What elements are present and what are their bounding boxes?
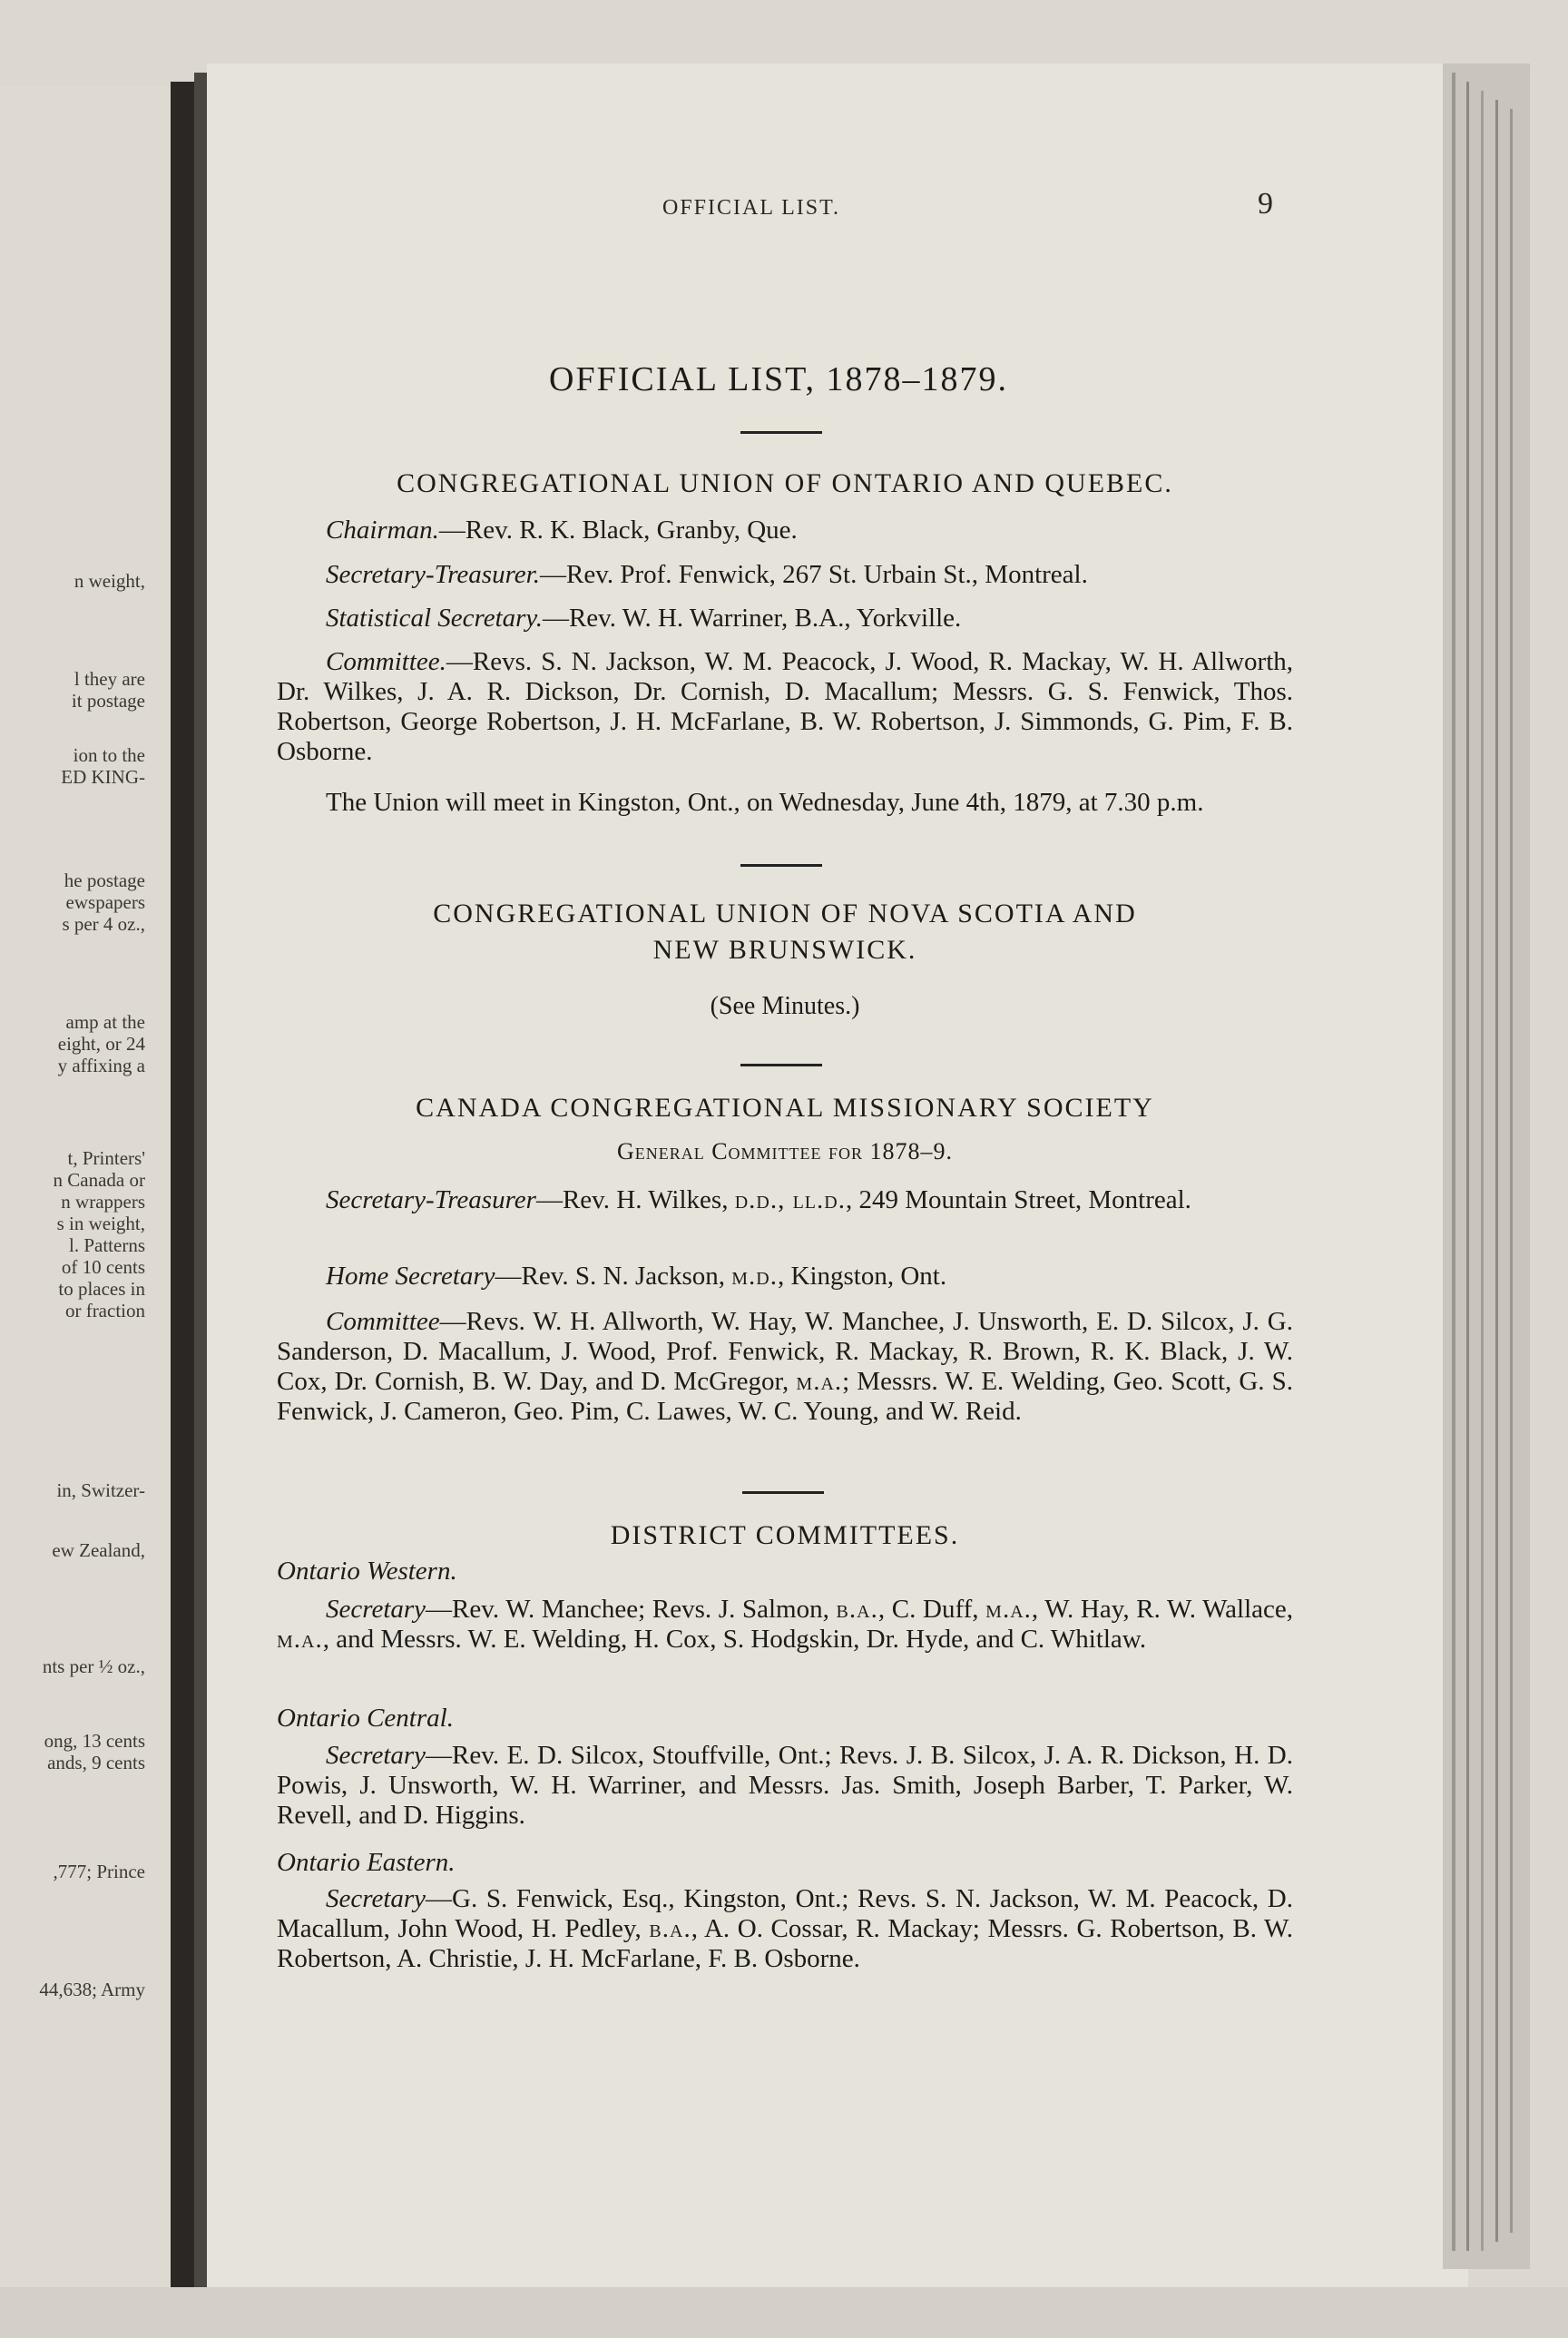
degree: b.a. <box>649 1914 691 1943</box>
text: , A. O. Cossar, R. Mackay; Messrs. G. Robertson, B. W. Robertson, A. Christie, J. H. McFarlane, F. B. Osborne. <box>277 1914 1293 1973</box>
missionary-committee <box>277 1307 1293 1427</box>
ontario-western-label: Ontario Western. <box>277 1557 457 1586</box>
left-line: to places in <box>58 1278 145 1300</box>
ontario-eastern-label: Ontario Eastern. <box>277 1848 456 1877</box>
running-head: OFFICIAL LIST. <box>662 196 840 220</box>
section-heading-nova-scotia-2: NEW BRUNSWICK. <box>652 935 917 965</box>
missionary-sec-treasurer <box>277 1185 1293 1215</box>
section-heading-nova-scotia-1: CONGREGATIONAL UNION OF NOVA SCOTIA AND <box>433 899 1137 928</box>
text: , 249 Mountain Street, Montreal. <box>845 1185 1191 1214</box>
section-rule <box>740 431 822 434</box>
chairman-label: Chairman. <box>326 516 439 545</box>
label: Committee <box>326 1307 440 1336</box>
left-line: nts per ½ oz., <box>42 1655 145 1677</box>
section-heading-district: DISTRICT COMMITTEES. <box>610 1520 960 1550</box>
text: —Revs. W. H. Allworth, W. Hay, W. Manchee, J. Unsworth, E. D. Silcox, J. G. Sanderson, D. Macallum, J. Wood, Prof. Fenwick, R. Mackay, R. Brown, R. K. Black, J. W. Cox, Dr. Cornish, B. W. Day, and D. McGregor, <box>277 1307 1293 1396</box>
left-line: ion to the <box>73 744 145 766</box>
label: Secretary <box>326 1595 426 1624</box>
degree: m.d. <box>731 1262 778 1291</box>
ontario-eastern-entry <box>277 1884 1293 1974</box>
left-line: t, Printers' <box>67 1147 145 1169</box>
left-line: ewspapers <box>65 891 145 913</box>
stat-secretary-label: Statistical Secretary. <box>326 604 543 633</box>
section-rule <box>740 1064 822 1066</box>
left-line: n weight, <box>74 570 145 592</box>
left-line: in, Switzer- <box>56 1479 145 1501</box>
section-rule <box>742 1491 824 1494</box>
sec-treasurer-text: —Rev. Prof. Fenwick, 267 St. Urbain St., Montreal. <box>540 560 1088 589</box>
label: Secretary-Treasurer <box>326 1185 536 1214</box>
text: —Rev. E. D. Silcox, Stouffville, Ont.; Revs. J. B. Silcox, J. A. R. Dickson, H. D. Powis, J. Unsworth, W. H. Warriner, and Messrs. Jas. Smith, Joseph Barber, T. Parker, W. Revell, and D. Higgins. <box>277 1741 1293 1830</box>
text: —G. S. Fenwick, Esq., Kingston, Ont.; Revs. S. N. Jackson, W. M. Peacock, D. Macallum, John Wood, H. Pedley, <box>277 1884 1293 1943</box>
left-line: it postage <box>71 690 145 712</box>
text: , W. Hay, R. W. Wallace, <box>1031 1595 1294 1624</box>
text: —Rev. W. Manchee; Revs. J. Salmon, <box>426 1595 837 1624</box>
left-line: n wrappers <box>61 1191 145 1213</box>
page-number: 9 <box>1258 187 1273 221</box>
label: Secretary <box>326 1884 426 1913</box>
committee-text: —Revs. S. N. Jackson, W. M. Peacock, J. Wood, R. Mackay, W. H. Allworth, Dr. Wilkes, J. A. R. Dickson, Dr. Cornish, D. Macallum; Messrs. G. S. Fenwick, Thos. Robertson, George Robertson, J. H. McFarlane, B. W. Robertson, J. Simmonds, G. Pim, F. B. Osborne. <box>277 647 1293 766</box>
page-title: OFFICIAL LIST, 1878–1879. <box>549 360 1008 398</box>
ontario-central-label: Ontario Central. <box>277 1704 454 1733</box>
left-line: s per 4 oz., <box>62 913 145 935</box>
sec-treasurer-label: Secretary-Treasurer. <box>326 560 540 589</box>
left-line: 44,638; Army <box>39 1979 145 2000</box>
left-line: l they are <box>74 668 145 690</box>
committee-label: Committee. <box>326 647 446 676</box>
section-heading-missionary: CANADA CONGREGATIONAL MISSIONARY SOCIETY <box>416 1093 1154 1123</box>
stat-secretary-entry <box>277 604 1293 634</box>
text: ; Messrs. W. E. Welding, Geo. Scott, G. S. Fenwick, J. Cameron, Geo. Pim, C. Lawes, W. C. Young, and W. Reid. <box>277 1367 1294 1426</box>
left-line: ong, 13 cents <box>44 1730 145 1752</box>
left-line: or fraction <box>64 1300 145 1321</box>
text: —Rev. H. Wilkes, <box>535 1185 735 1214</box>
degree: d.d., ll.d. <box>734 1185 846 1214</box>
left-line: eight, or 24 <box>57 1033 145 1055</box>
left-line: n Canada or <box>53 1169 145 1191</box>
left-line: he postage <box>64 869 145 891</box>
sec-treasurer-entry <box>277 560 1293 590</box>
left-line: s in weight, <box>56 1213 145 1234</box>
degree: m.a. <box>277 1625 323 1654</box>
left-line: l. Patterns <box>69 1234 145 1256</box>
see-minutes-note: (See Minutes.) <box>710 992 860 1020</box>
degree: b.a. <box>836 1595 878 1624</box>
text: , Kingston, Ont. <box>778 1262 947 1291</box>
left-line: ED KING- <box>61 766 145 788</box>
left-line: ands, 9 cents <box>47 1752 145 1773</box>
general-committee-subheading: General Committee for 1878–9. <box>616 1138 954 1164</box>
left-line: amp at the <box>65 1011 145 1033</box>
label: Home Secretary <box>326 1262 495 1291</box>
label: Secretary <box>326 1741 426 1770</box>
chairman-entry <box>277 516 1293 545</box>
text: —Rev. S. N. Jackson, <box>495 1262 732 1291</box>
stat-secretary-text: —Rev. W. H. Warriner, B.A., Yorkville. <box>542 604 962 633</box>
text: , C. Duff, <box>877 1595 986 1624</box>
left-line: y affixing a <box>57 1055 145 1076</box>
text: , and Messrs. W. E. Welding, H. Cox, S. Hodgskin, Dr. Hyde, and C. Whitlaw. <box>322 1625 1147 1654</box>
committee-entry <box>277 647 1293 767</box>
left-line: of 10 cents <box>61 1256 145 1278</box>
section-heading-ontario-quebec: CONGREGATIONAL UNION OF ONTARIO AND QUEBEC. <box>397 468 1173 498</box>
left-line: ,777; Prince <box>53 1861 145 1882</box>
ontario-central-entry <box>277 1741 1293 1831</box>
ontario-western-entry <box>277 1595 1293 1655</box>
degree: m.a. <box>796 1367 843 1396</box>
chairman-text: —Rev. R. K. Black, Granby, Que. <box>438 516 798 545</box>
section-rule <box>740 864 822 867</box>
meeting-notice: The Union will meet in Kingston, Ont., on Wednesday, June 4th, 1879, at 7.30 p.m. <box>326 788 1204 817</box>
left-line: ew Zealand, <box>52 1539 145 1561</box>
missionary-home-secretary <box>277 1262 1293 1292</box>
degree: m.a. <box>985 1595 1032 1624</box>
